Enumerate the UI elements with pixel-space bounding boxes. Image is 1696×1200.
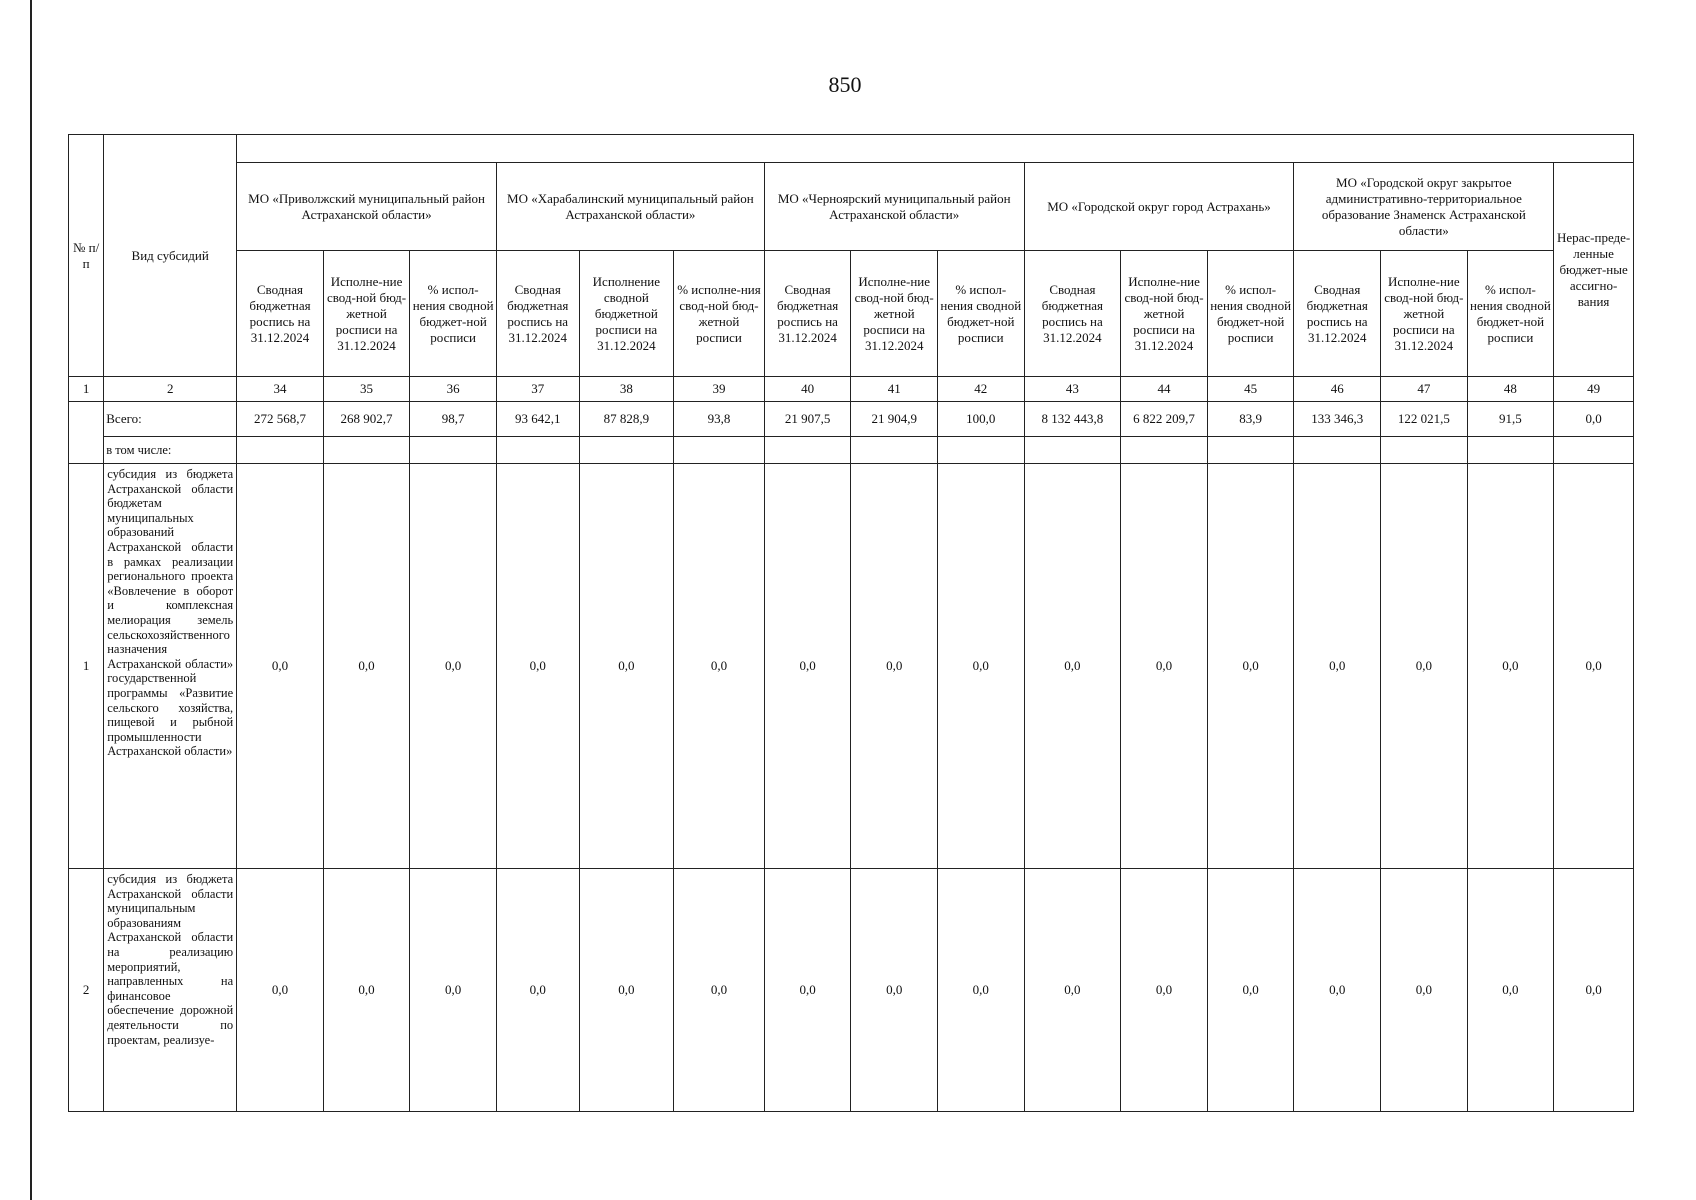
region-header-astrakhan: МО «Городской округ город Астрахань» (1024, 163, 1294, 251)
column-number: 35 (323, 377, 410, 402)
column-number: 48 (1467, 377, 1554, 402)
table-row (69, 464, 1634, 869)
column-number: 41 (851, 377, 938, 402)
value-cell: 0,0 (851, 464, 938, 869)
value-cell: 0,0 (323, 464, 410, 869)
subheader-cell: % испол-нения сводной бюджет-ной росписи (1467, 251, 1554, 377)
column-number: 40 (764, 377, 851, 402)
value-cell: 0,0 (937, 869, 1024, 1112)
total-value: 87 828,9 (579, 402, 674, 437)
total-value: 93 642,1 (496, 402, 579, 437)
column-number: 37 (496, 377, 579, 402)
column-number: 2 (104, 377, 237, 402)
including-label: в том числе: (104, 437, 237, 464)
empty-cell (1467, 437, 1554, 464)
value-cell: 0,0 (410, 464, 497, 869)
empty-cell (851, 437, 938, 464)
value-cell: 0,0 (237, 464, 324, 869)
total-row (69, 402, 1634, 437)
total-value: 91,5 (1467, 402, 1554, 437)
subheader-cell: Сводная бюджетная роспись на 31.12.2024 (237, 251, 324, 377)
column-number: 36 (410, 377, 497, 402)
empty-cell (1207, 437, 1294, 464)
total-value: 133 346,3 (1294, 402, 1381, 437)
column-number: 43 (1024, 377, 1121, 402)
subheader-cell: Исполне-ние свод-ной бюд-жетной росписи на 31.12.2024 (323, 251, 410, 377)
region-header-chernoyarsky: МО «Черноярский муниципальный район Астраханской области» (764, 163, 1024, 251)
value-cell: 0,0 (1381, 464, 1468, 869)
row-number: 1 (69, 464, 104, 869)
value-cell: 0,0 (674, 869, 765, 1112)
value-cell: 0,0 (579, 869, 674, 1112)
subheader-cell: % испол-нения сводной бюджет-ной росписи (937, 251, 1024, 377)
subheader-cell: Исполнение сводной бюджетной росписи на 31.12.2024 (579, 251, 674, 377)
page-number: 850 (828, 72, 862, 97)
empty-cell (410, 437, 497, 464)
value-cell: 0,0 (764, 869, 851, 1112)
column-number-row (69, 377, 1634, 402)
total-value: 21 907,5 (764, 402, 851, 437)
value-cell: 0,0 (496, 464, 579, 869)
subheader-cell: % испол-нения сводной бюджет-ной росписи (410, 251, 497, 377)
total-value: 272 568,7 (237, 402, 324, 437)
subsidy-description: субсидия из бюджета Астраханской области бюджетам муниципальных образований Астраханской области в рамках реализации регионального проекта «Вовлечение в оборот и комплексная мелиорация земель сельскохозяйственного назначения Астраханской области» государственной программы «Развитие сельского хозяйства, пищевой и рыбной промышленности Астраханской области» (104, 464, 237, 869)
empty-cell (937, 437, 1024, 464)
subheader-cell: Исполне-ние свод-ной бюд-жетной росписи на 31.12.2024 (1381, 251, 1468, 377)
value-cell: 0,0 (1024, 464, 1121, 869)
column-number: 38 (579, 377, 674, 402)
column-number: 46 (1294, 377, 1381, 402)
total-value: 6 822 209,7 (1121, 402, 1208, 437)
value-cell: 0,0 (851, 869, 938, 1112)
region-header-privolzhsky: МО «Приволжский муниципальный район Астраханской области» (237, 163, 497, 251)
empty-cell (1381, 437, 1468, 464)
column-number: 47 (1381, 377, 1468, 402)
column-number: 49 (1554, 377, 1634, 402)
subheader-cell: Сводная бюджетная роспись на 31.12.2024 (496, 251, 579, 377)
header-top-blank (237, 135, 1634, 163)
left-margin-rule (30, 0, 32, 1200)
value-cell: 0,0 (1294, 869, 1381, 1112)
total-value: 83,9 (1207, 402, 1294, 437)
subheader-cell: Исполне-ние свод-ной бюд-жетной росписи на 31.12.2024 (1121, 251, 1208, 377)
empty-cell (323, 437, 410, 464)
including-row (69, 437, 1634, 464)
empty-cell (1024, 437, 1121, 464)
column-number: 34 (237, 377, 324, 402)
empty-cell (674, 437, 765, 464)
column-number: 44 (1121, 377, 1208, 402)
value-cell: 0,0 (1554, 869, 1634, 1112)
total-value: 8 132 443,8 (1024, 402, 1121, 437)
empty-cell (1554, 437, 1634, 464)
total-num-cell (69, 402, 104, 464)
total-value: 93,8 (674, 402, 765, 437)
subheader-cell: % испол-нения сводной бюджет-ной росписи (1207, 251, 1294, 377)
value-cell: 0,0 (579, 464, 674, 869)
subheader-cell: Исполне-ние свод-ной бюд-жетной росписи на 31.12.2024 (851, 251, 938, 377)
value-cell: 0,0 (1207, 464, 1294, 869)
empty-cell (579, 437, 674, 464)
value-cell: 0,0 (1121, 869, 1208, 1112)
unallocated-header: Нерас-преде-ленные бюджет-ные ассигно-вания (1554, 163, 1634, 377)
col-kind-header: Вид субсидий (104, 135, 237, 377)
subheader-cell: Сводная бюджетная роспись на 31.12.2024 (1294, 251, 1381, 377)
empty-cell (237, 437, 324, 464)
value-cell: 0,0 (937, 464, 1024, 869)
table-row (69, 869, 1634, 1112)
total-value: 98,7 (410, 402, 497, 437)
value-cell: 0,0 (674, 464, 765, 869)
empty-cell (1294, 437, 1381, 464)
subheader-cell: Сводная бюджетная роспись на 31.12.2024 (764, 251, 851, 377)
total-value: 21 904,9 (851, 402, 938, 437)
total-value: 100,0 (937, 402, 1024, 437)
subheader-cell: Сводная бюджетная роспись на 31.12.2024 (1024, 251, 1121, 377)
column-number: 1 (69, 377, 104, 402)
column-number: 45 (1207, 377, 1294, 402)
value-cell: 0,0 (496, 869, 579, 1112)
total-value: 0,0 (1554, 402, 1634, 437)
value-cell: 0,0 (1467, 464, 1554, 869)
subsidy-description: субсидия из бюджета Астраханской области муниципальным образованиям Астраханской области на реализацию мероприятий, направленных на финансовое обеспечение дорожной деятельности по проектам, реализуе- (104, 869, 237, 1112)
col-num-header: № п/п (69, 135, 104, 377)
empty-cell (496, 437, 579, 464)
region-header-kharabalinsky: МО «Харабалинский муниципальный район Астраханской области» (496, 163, 764, 251)
subsidy-table (68, 134, 1634, 1112)
value-cell: 0,0 (1207, 869, 1294, 1112)
value-cell: 0,0 (1294, 464, 1381, 869)
empty-cell (1121, 437, 1208, 464)
column-number: 39 (674, 377, 765, 402)
total-value: 122 021,5 (1381, 402, 1468, 437)
value-cell: 0,0 (323, 869, 410, 1112)
value-cell: 0,0 (1121, 464, 1208, 869)
subheader-cell: % исполне-ния свод-ной бюд-жетной росписи (674, 251, 765, 377)
region-header-znamensk: МО «Городской округ закрытое административно-территориальное образование Знаменск Астраханской области» (1294, 163, 1554, 251)
value-cell: 0,0 (1024, 869, 1121, 1112)
value-cell: 0,0 (410, 869, 497, 1112)
value-cell: 0,0 (237, 869, 324, 1112)
value-cell: 0,0 (764, 464, 851, 869)
value-cell: 0,0 (1554, 464, 1634, 869)
empty-cell (764, 437, 851, 464)
total-value: 268 902,7 (323, 402, 410, 437)
total-label: Всего: (104, 402, 237, 437)
row-number: 2 (69, 869, 104, 1112)
value-cell: 0,0 (1381, 869, 1468, 1112)
column-number: 42 (937, 377, 1024, 402)
value-cell: 0,0 (1467, 869, 1554, 1112)
